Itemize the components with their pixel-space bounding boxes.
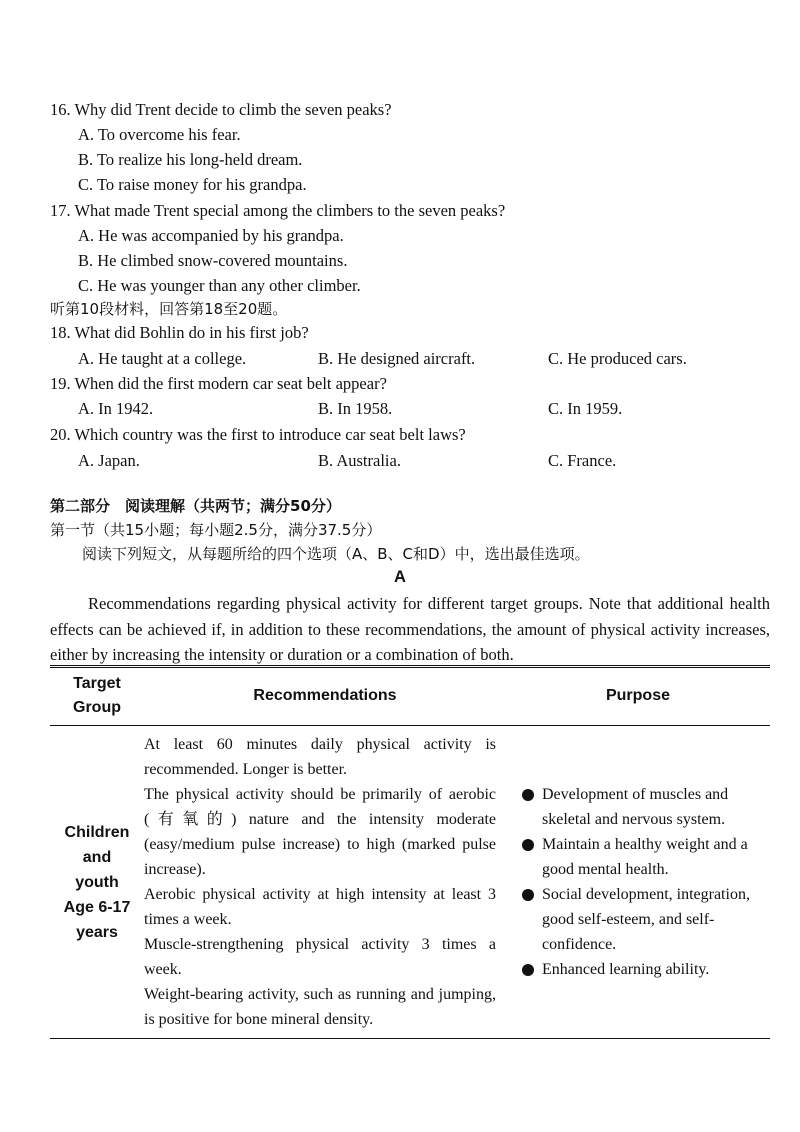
passage-label: A [394, 568, 406, 586]
purpose-item [520, 782, 770, 832]
passage-intro-text: Recommendations regarding physical activity for different target groups. Note that additional health effects can be achieved if, in addition to these recommendations, the amount of physical activity increases, either by increasing the intensity or duration or a combination of both. [50, 594, 770, 664]
purpose-item [520, 832, 770, 882]
header-target-group-label: Target Group [73, 675, 121, 716]
question-19-option-a: A. In 1942. [78, 399, 154, 418]
question-16-option-a: A. To overcome his fear. [78, 125, 241, 144]
recommendation-item: At least 60 minutes daily physical activity is recommended. Longer is better. [144, 736, 496, 778]
table-header-row [50, 667, 770, 726]
question-18-stem: 18. What did Bohlin do in his first job? [50, 323, 309, 342]
question-20-option-b: B. Australia. [318, 451, 401, 470]
reading-instruction: 阅读下列短文，从每题所给的四个选项（A、B、C和D）中，选出最佳选项。 [82, 545, 590, 563]
question-18-option-a: A. He taught at a college. [78, 349, 247, 368]
question-17-stem: 17. What made Trent special among the climbers to the seven peaks? [50, 201, 506, 220]
purpose-text: Development of muscles and skeletal and nervous system. [542, 786, 729, 828]
target-group-line: and [82, 848, 112, 866]
purpose-text: Social development, integration, good self-esteem, and self-confidence. [542, 886, 750, 953]
question-20-option-a: A. Japan. [78, 451, 140, 470]
target-group-cell [50, 726, 144, 1039]
bullet-icon [522, 964, 534, 976]
recommendations-cell [144, 726, 506, 1039]
section1-title: 第一节（共15小题；每小题2.5分，满分37.5分） [50, 521, 382, 539]
question-18-option-c: C. He produced cars. [548, 349, 687, 368]
passage-intro [50, 591, 770, 668]
question-19-option-c: C. In 1959. [548, 399, 623, 418]
bullet-icon [522, 789, 534, 801]
question-17-option-a: A. He was accompanied by his grandpa. [78, 226, 344, 245]
header-recommendations: Recommendations [253, 687, 397, 704]
part2-title: 第二部分 阅读理解（共两节；满分50分） [50, 497, 341, 515]
question-16-option-c: C. To raise money for his grandpa. [78, 175, 307, 194]
purpose-text: Maintain a healthy weight and a good mental health. [542, 836, 748, 878]
material-intro: 听第10段材料，回答第18至20题。 [50, 300, 288, 318]
table-row [50, 726, 770, 1039]
question-17-option-c: C. He was younger than any other climber. [78, 276, 361, 295]
target-group-line: Children [64, 823, 130, 841]
header-target-group [50, 667, 144, 726]
recommendation-item: Weight-bearing activity, such as running and jumping, is positive for bone mineral density. [144, 986, 496, 1028]
purpose-item [520, 882, 770, 957]
question-18-option-b: B. He designed aircraft. [318, 349, 476, 368]
target-group-line: youth [75, 873, 119, 891]
purpose-cell [506, 726, 770, 1039]
question-16-stem: 16. Why did Trent decide to climb the seven peaks? [50, 100, 392, 119]
bullet-icon [522, 889, 534, 901]
recommendation-item: Muscle-strengthening physical activity 3 times a week. [144, 936, 496, 978]
recommendation-item: Aerobic physical activity at high intensity at least 3 times a week. [144, 886, 496, 928]
question-20-stem: 20. Which country was the first to introduce car seat belt laws? [50, 425, 466, 444]
recommendations-table [50, 665, 770, 1039]
bullet-icon [522, 839, 534, 851]
header-purpose: Purpose [605, 687, 670, 704]
purpose-text: Enhanced learning ability. [542, 961, 710, 978]
recommendation-item: The physical activity should be primarily of aerobic (有氧的) nature and the intensity moderate (easy/medium pulse increase) to high (marked pulse increase). [144, 786, 496, 878]
target-group-line: Age 6-17 [63, 898, 131, 916]
question-19-stem: 19. When did the first modern car seat belt appear? [50, 374, 387, 393]
question-20-option-c: C. France. [548, 451, 617, 470]
target-group-line: years [76, 923, 118, 941]
question-19-option-b: B. In 1958. [318, 399, 393, 418]
purpose-item [520, 957, 770, 982]
purpose-list [520, 782, 770, 982]
question-16-option-b: B. To realize his long-held dream. [78, 150, 303, 169]
question-17-option-b: B. He climbed snow-covered mountains. [78, 251, 348, 270]
